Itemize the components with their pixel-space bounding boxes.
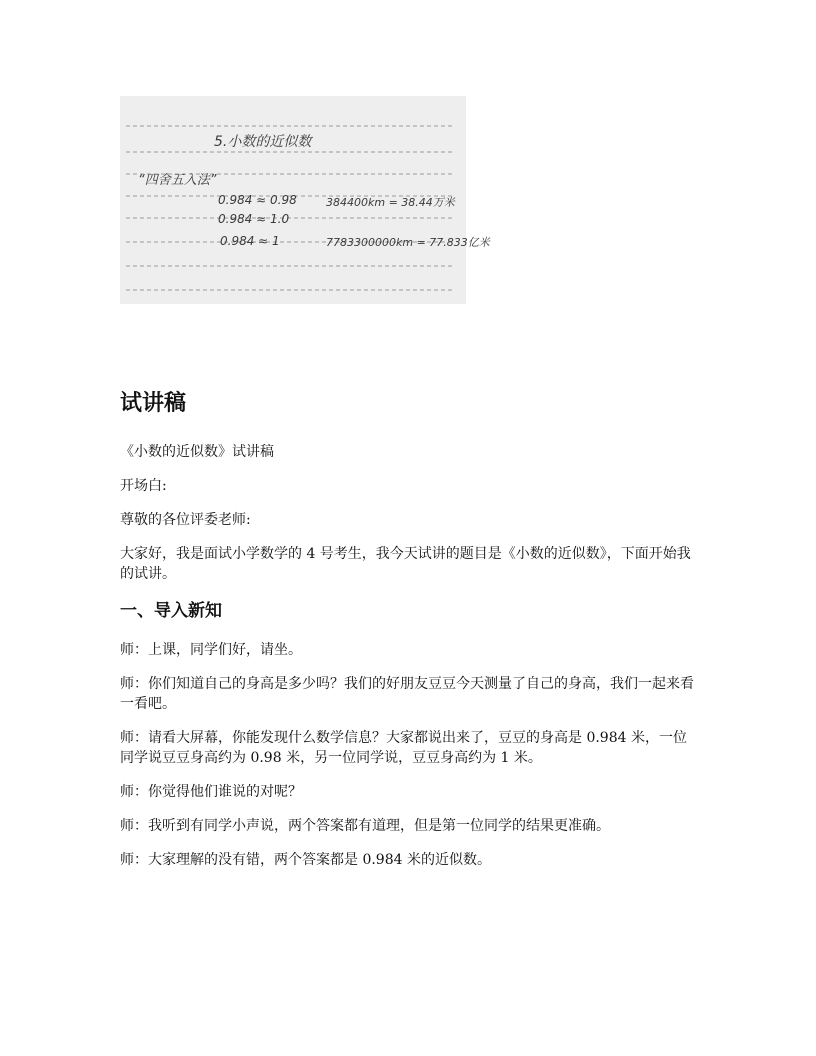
opening-label: 开场白: — [120, 478, 167, 494]
notebook-photo — [120, 96, 490, 304]
document-body — [120, 384, 696, 884]
dialogue-paragraph: 师：上课，同学们好，请坐。 — [120, 642, 302, 658]
notebook-left-line: 0.984 ≈ 1.0 — [218, 212, 290, 226]
section-heading: 一、导入新知 — [120, 601, 222, 621]
notebook-rule-label: “四舍五入法” — [138, 173, 217, 188]
greeting: 尊敬的各位评委老师: — [120, 512, 251, 528]
intro-paragraph: 大家好，我是面试小学数学的 4 号考生，我今天试讲的题目是《小数的近似数》，下面开始我的试讲。 — [120, 546, 691, 582]
dialogue-paragraph: 师：大家理解的没有错，两个答案都是 0.984 米的近似数。 — [120, 852, 491, 868]
dialogue-paragraph: 师：我听到有同学小声说，两个答案都有道理，但是第一位同学的结果更准确。 — [120, 818, 610, 834]
lesson-title: 《小数的近似数》试讲稿 — [120, 444, 274, 460]
dialogue-paragraph: 师：你们知道自己的身高是多少吗？我们的好朋友豆豆今天测量了自己的身高，我们一起来看一看吧。 — [120, 676, 694, 712]
document-title: 试讲稿 — [120, 391, 187, 416]
notebook-left-line: 0.984 ≈ 0.98 — [218, 193, 297, 207]
dialogue-paragraph: 师：你觉得他们谁说的对呢？ — [120, 784, 302, 800]
dialogue-paragraph: 师：请看大屏幕，你能发现什么数学信息？大家都说出来了，豆豆的身高是 0.984 米，一位同学说豆豆身高约为 0.98 米，另一位同学说，豆豆身高约为 1 米。 — [120, 730, 687, 766]
notebook-right-line: 384400km = 38.44万米 — [326, 196, 455, 209]
notebook-right-line: 7783300000km = 77.833亿米 — [326, 236, 490, 249]
notebook-left-line: 0.984 ≈ 1 — [220, 234, 280, 248]
notebook-heading: 5.小数的近似数 — [214, 134, 312, 150]
